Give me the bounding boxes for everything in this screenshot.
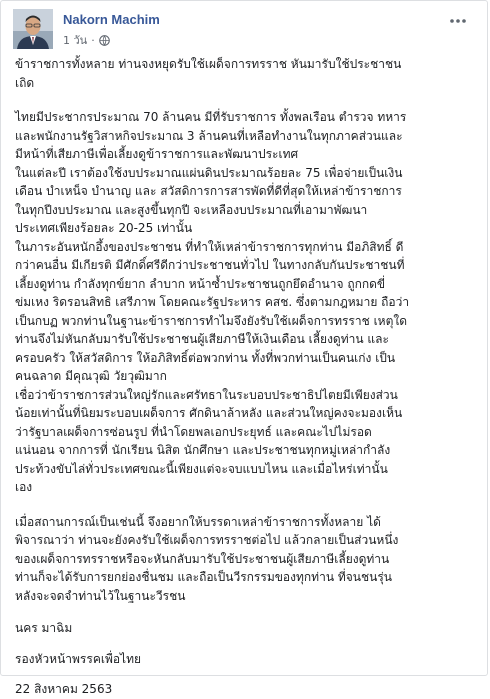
text-line: ไทยมีประชากรประมาณ 70 ล้านคน มีที่รับราชการ ทั้งพลเรือน ตำรวจ ทหาร [15, 110, 407, 124]
text-line: แน่นอน จากการที่ นักเรียน นิสิต นักศึกษา และประชาชนทุกหมู่เหล่ากำลัง [15, 443, 391, 457]
post-body [15, 55, 477, 699]
post-closing-paragraph [15, 513, 477, 606]
text-line: พิจารณาว่า ท่านจะยังคงรับใช้เผด็จการทรราชต่อไป แล้วกลายเป็นส่วนหนึ่ง [15, 533, 399, 547]
text-line: ท่านจึงไม่หันกลับมารับใช้ประชาชนผู้เสียภาษีให้เงินเดือน เลี้ยงดูท่าน และ [15, 332, 389, 346]
text-line: กว่าคนอื่น มีเกียรติ มีศักดิ์ศรีดีกว่าประชาชนทั่วไป ในทางกลับกันประชาชนที่ [15, 258, 405, 272]
text-line: ในทุกปีงบประมาณ และสูงขึ้นทุกปี จะเหลืองบประมาณที่เอามาพัฒนา [15, 202, 368, 217]
post-main-paragraph [15, 108, 477, 497]
text-line: ในแต่ละปี เราต้องใช้งบประมาณแผ่นดินประมาณร้อยละ 75 เพื่อจ่ายเป็นเงิน [15, 165, 403, 180]
text-line: เอง [15, 480, 33, 494]
signature-name: นคร มาฉิม [15, 621, 73, 635]
text-line: ประเทศเพียงร้อยละ 20-25 เท่านั้น [15, 221, 193, 235]
globe-icon[interactable] [99, 35, 110, 46]
text-line: เถิด [15, 75, 35, 90]
post-header [1, 1, 487, 53]
text-line: ข่มเหง ริดรอนสิทธิ เสรีภาพ โดยคณะรัฐประหาร คสช. ซึ่งตามกฎหมาย ถือว่า [15, 295, 410, 309]
text-line: คนฉลาด มีคุณวุฒิ วัยวุฒิมาก [15, 369, 167, 383]
profile-photo [13, 9, 53, 49]
text-line: มีหน้าที่เสียภาษีเพื่อเลี้ยงดูข้าราชการและพัฒนาประเทศ [15, 147, 299, 161]
text-line: ครอบครัว ให้สวัสดิการ ให้อภิสิทธิ์ต่อพวกท่าน ทั้งที่พวกท่านเป็นคนเก่ง เป็น [15, 350, 396, 365]
text-line: ท่านก็จะได้รับการยกย่องชื่นชม และถือเป็นวีรกรรมของทุกท่าน ที่จนชนรุ่น [15, 570, 392, 584]
post-meta [63, 31, 110, 49]
ellipsis-icon[interactable] [445, 11, 471, 31]
text-line: ข้าราชการทั้งหลาย ท่านจงหยุดรับใช้เผด็จการทรราช หันมารับใช้ประชาชน [15, 57, 402, 71]
author-name-link[interactable]: Nakorn Machim [63, 12, 160, 27]
post-headline-paragraph [15, 55, 477, 92]
text-line: และพนักงานรัฐวิสาหกิจประมาณ 3 ล้านคนที่เหลือทำงานในทุกภาคส่วนและ [15, 128, 403, 143]
text-line: ประท้วงขับไล่ทั่วประเทศขณะนี้เพียงแต่จะจบแบบไหน และเมื่อไหร่เท่านั้น [15, 461, 388, 476]
post-time-link[interactable]: 1 วัน [63, 34, 88, 47]
avatar[interactable] [13, 9, 53, 49]
signature-date: 22 สิงหาคม 2563 [15, 682, 113, 696]
text-line: เชื่อว่าข้าราชการส่วนใหญ่รักและศรัทธาในระบอบประชาธิปไตยมีเพียงส่วน [15, 387, 398, 402]
text-line: หลังจะจดจำท่านไว้ในฐานะวีรชน [15, 588, 186, 603]
text-line: ในภาระอันหนักอึ้งของประชาชน ที่ทำให้เหล่าข้าราชการทุกท่าน มีอภิสิทธิ์ ดี [15, 239, 404, 254]
text-line: เลี้ยงดูท่าน กำลังทุกข์ยาก ลำบาก หน้าซ้ำประชาชนถูกยึดอำนาจ ถูกกดขี่ [15, 276, 386, 291]
text-line: เป็นกบฏ พวกท่านในฐานะข้าราชการทำไมจึงยังรับใช้เผด็จการทรราช เหตุใด [15, 313, 408, 328]
text-line: น้อยเท่านั้นที่นิยมระบอบเผด็จการ ศักดินาล้าหลัง และส่วนใหญ่คงจะมองเห็น [15, 406, 403, 420]
signature-position: รองหัวหน้าพรรคเพื่อไทย [15, 651, 142, 666]
text-line: ว่ารัฐบาลเผด็จการซ่อนรูป ที่นำโดยพลเอกประยุทธ์ และคณะไปไม่รอด [15, 424, 372, 439]
text-line: เดือน บำเหน็จ บำนาญ และ สวัสดิการการสารพัดที่ดีที่สุดให้เหล่าข้าราชการ [15, 184, 402, 198]
text-line: เมื่อสถานการณ์เป็นเช่นนี้ จึงอยากให้บรรดาเหล่าข้าราชการทั้งหลาย ได้ [15, 514, 381, 529]
meta-separator: · [91, 33, 95, 47]
text-line: ของเผด็จการทรราชหรือจะหันกลับมารับใช้ประชาชนผู้เสียภาษีเลี้ยงดูท่าน [15, 551, 390, 566]
